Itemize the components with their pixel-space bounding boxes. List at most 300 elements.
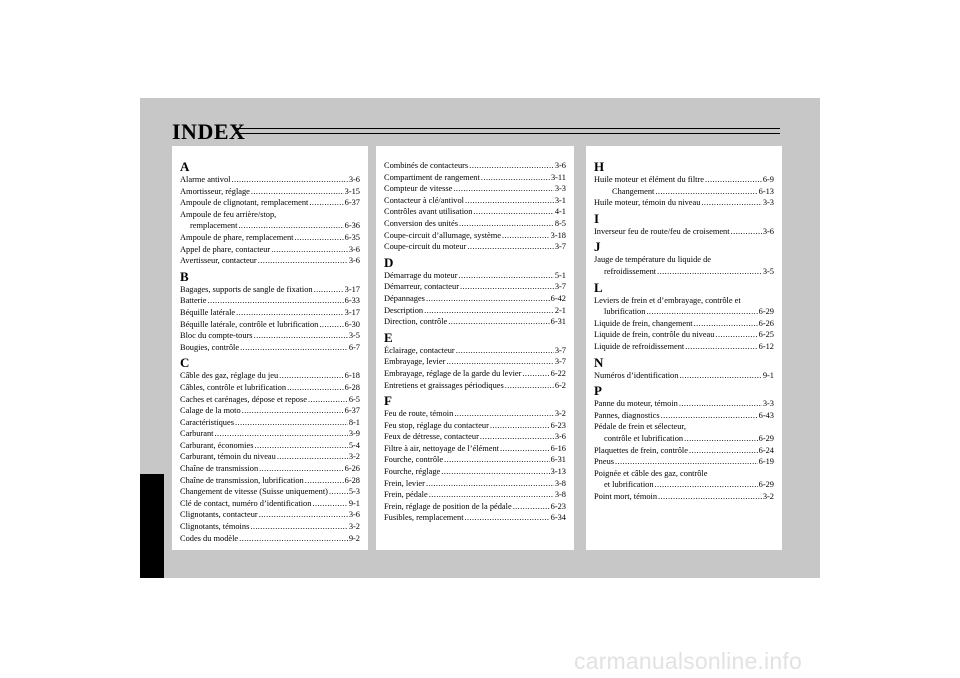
index-entry	[180, 244, 360, 256]
index-entry-page: 3-7	[554, 282, 566, 292]
index-entry-page: 4-1	[554, 207, 566, 217]
dot-leader	[522, 368, 549, 380]
index-entry-page: 3-6	[348, 256, 360, 266]
index-column-3	[586, 146, 782, 550]
index-entry-text: Ampoule de phare, remplacement	[180, 232, 294, 242]
index-entry-page: 3-6	[348, 175, 360, 184]
dot-leader	[309, 197, 343, 209]
index-entry-page: 3-6	[762, 226, 774, 236]
dot-leader	[467, 241, 553, 253]
index-entry	[384, 345, 566, 357]
index-entry	[180, 405, 360, 417]
index-entry	[384, 305, 566, 317]
index-entry	[180, 498, 360, 510]
index-letter-heading: N	[594, 354, 604, 370]
index-entry-text: Liquide de refroidissement	[594, 341, 685, 351]
dot-leader	[459, 218, 554, 230]
index-entry-text: Ampoule de clignotant, remplacement	[180, 198, 309, 208]
index-entry-page: 9-2	[348, 533, 360, 543]
dot-leader	[679, 398, 762, 410]
index-entry-page: 6-29	[758, 480, 774, 490]
dot-leader	[235, 417, 348, 429]
index-letter-heading: J	[594, 239, 601, 255]
index-entry-page: 6-5	[348, 394, 360, 404]
index-entry-text: Ampoule de feu arrière/stop,	[180, 209, 277, 219]
index-entry	[180, 521, 360, 533]
index-entry-text: Bloc du compte-tours	[180, 331, 253, 341]
index-letter-heading: D	[384, 254, 394, 270]
index-entry-text: Codes du modèle	[180, 533, 239, 543]
index-entry-page: 6-28	[344, 382, 360, 392]
index-entry-page: 6-26	[758, 318, 774, 328]
dot-leader	[657, 266, 762, 278]
index-entry-page: 3-9	[348, 429, 360, 439]
index-entry	[180, 295, 360, 307]
index-letter-heading: L	[594, 279, 603, 295]
index-entry-text: Clé de contact, numéro d’identification	[180, 498, 312, 508]
index-entry	[594, 370, 774, 382]
dot-leader	[426, 478, 554, 490]
index-entry-page: 5-1	[554, 270, 566, 280]
index-entry	[384, 466, 566, 478]
index-entry-page: 3-7	[554, 345, 566, 355]
dot-leader	[658, 491, 762, 503]
dot-leader	[502, 230, 550, 242]
dot-leader	[215, 428, 348, 440]
index-entry-page: 6-22	[550, 368, 566, 378]
index-entry-text: Huile moteur, témoin du niveau	[594, 198, 701, 208]
index-entry	[384, 218, 566, 230]
dot-leader	[238, 220, 343, 232]
index-entry-page: 8-1	[348, 417, 360, 427]
dot-leader	[287, 382, 344, 394]
index-entry-page: 6-28	[344, 475, 360, 485]
index-entry-page: 3-7	[554, 357, 566, 367]
index-entry-text: Combinés de contacteurs	[384, 161, 469, 170]
index-entry	[180, 486, 360, 498]
dot-leader	[454, 408, 554, 420]
index-entry-text: Chaîne de transmission	[180, 464, 259, 474]
dot-leader	[469, 160, 554, 172]
index-entry-text: Fourche, réglage	[384, 467, 441, 477]
index-entry-page: 8-5	[554, 218, 566, 228]
index-entry-page: 6-29	[758, 307, 774, 317]
index-entry-page: 6-30	[344, 319, 360, 329]
index-entry-text: Démarreur, contacteur	[384, 282, 459, 292]
index-entry	[594, 295, 774, 307]
index-entry-page: 6-23	[550, 501, 566, 511]
index-entry-page: 3-11	[550, 172, 566, 182]
index-entry-text: Inverseur feu de route/feu de croisement	[594, 226, 730, 236]
index-entry	[594, 174, 774, 186]
index-entry	[180, 382, 360, 394]
index-entry	[594, 421, 774, 433]
index-entry-text: et lubrification	[604, 480, 654, 490]
index-entry-page: 3-8	[554, 490, 566, 500]
index-entry-page: 3-18	[550, 230, 566, 240]
dot-leader	[314, 284, 344, 296]
index-letter-heading: F	[384, 393, 392, 409]
dot-leader	[236, 307, 344, 319]
index-entry-text: Coupe-circuit du moteur	[384, 242, 467, 252]
index-entry	[384, 160, 566, 172]
index-entry	[180, 417, 360, 429]
index-entry	[384, 195, 566, 207]
title-rule-top	[236, 128, 780, 129]
index-entry-text: Frein, levier	[384, 478, 425, 488]
index-entry-text: Alarme antivol	[180, 175, 231, 184]
dot-leader	[500, 443, 550, 455]
index-entry-text: Panne du moteur, témoin	[594, 399, 678, 409]
dot-leader	[694, 318, 758, 330]
dot-leader	[259, 463, 343, 475]
index-entry-text: Pannes, diagnostics	[594, 410, 660, 420]
dot-leader	[271, 244, 348, 256]
dot-leader	[242, 405, 344, 417]
index-entry-text: Carburant, témoin du niveau	[180, 452, 276, 462]
index-entry-text: Numéros d’identification	[594, 370, 679, 380]
index-entry	[384, 420, 566, 432]
index-entry-page: 6-19	[758, 457, 774, 467]
index-entry-page: 3-17	[344, 307, 360, 317]
index-entry-text: Béquille latérale, contrôle et lubrification	[180, 319, 319, 329]
dot-leader	[655, 186, 757, 198]
index-entry	[384, 356, 566, 368]
index-entry-text: Démarrage du moteur	[384, 270, 458, 280]
index-entry-text: Feux de détresse, contacteur	[384, 432, 479, 442]
index-entry-text: contrôle et lubrification	[604, 433, 684, 443]
index-letter-heading: C	[180, 355, 190, 371]
index-column-2	[376, 146, 574, 550]
index-entry	[594, 197, 774, 209]
index-entry-text: Description	[384, 305, 424, 315]
index-entry-page: 6-7	[348, 342, 360, 352]
index-entry-page: 6-26	[344, 464, 360, 474]
index-entry-text: Feu de route, témoin	[384, 409, 454, 419]
dot-leader	[239, 533, 348, 545]
dot-leader	[258, 255, 348, 267]
index-entry-text: Contacteur à clé/antivol	[384, 195, 464, 205]
dot-leader	[715, 329, 757, 341]
index-entry	[594, 433, 774, 445]
index-entry-page: 3-7	[554, 242, 566, 252]
index-entry	[384, 281, 566, 293]
index-entry-page: 9-1	[348, 498, 360, 508]
index-entry-text: Bougies, contrôle	[180, 342, 240, 352]
index-entry-page: 6-12	[758, 341, 774, 351]
dot-leader	[481, 172, 550, 184]
index-entry-page: 6-23	[550, 420, 566, 430]
index-entry-text: Jauge de température du liquide de	[594, 255, 711, 265]
index-entry-text: Coupe-circuit d’allumage, système	[384, 230, 501, 240]
dot-leader	[473, 206, 553, 218]
index-entry	[384, 172, 566, 184]
index-entry	[384, 241, 566, 253]
index-entry	[384, 380, 566, 392]
index-entry	[384, 316, 566, 328]
dot-leader	[446, 356, 553, 368]
index-entry-text: Poignée et câble des gaz, contrôle	[594, 468, 708, 478]
dot-leader	[231, 174, 347, 186]
index-entry	[180, 220, 360, 232]
dot-leader	[250, 521, 348, 533]
dot-leader	[679, 370, 761, 382]
index-entry-page: 3-3	[554, 184, 566, 194]
index-entry-text: Embrayage, réglage de la garde du levier	[384, 368, 522, 378]
index-entry	[180, 186, 360, 198]
dot-leader	[490, 420, 550, 432]
index-entry-text: Fourche, contrôle	[384, 455, 444, 465]
dot-leader	[329, 486, 348, 498]
index-entry-page: 3-5	[348, 331, 360, 341]
dot-leader	[689, 445, 758, 457]
index-entry-text: Dépannages	[384, 293, 425, 303]
index-entry	[384, 454, 566, 466]
index-entry	[384, 270, 566, 282]
index-entry	[180, 475, 360, 487]
index-entry	[384, 408, 566, 420]
index-entry	[180, 440, 360, 452]
index-entry-text: Carburant	[180, 429, 214, 439]
index-entry	[594, 398, 774, 410]
index-entry-text: Huile moteur et élément du filtre	[594, 175, 704, 184]
dot-leader	[685, 341, 757, 353]
index-entry-text: Appel de phare, contacteur	[180, 244, 271, 254]
index-entry	[594, 445, 774, 457]
dot-leader	[505, 380, 554, 392]
index-entry	[384, 183, 566, 195]
index-entry-text: Changement	[612, 186, 655, 196]
index-entry	[180, 428, 360, 440]
index-entry-text: Embrayage, levier	[384, 357, 446, 367]
section-tab-marker	[140, 474, 164, 578]
dot-leader	[208, 295, 344, 307]
index-entry-text: Câbles, contrôle et lubrification	[180, 382, 287, 392]
dot-leader	[424, 305, 554, 317]
index-entry	[594, 254, 774, 266]
index-letter-heading: A	[180, 159, 190, 174]
dot-leader	[254, 330, 348, 342]
dot-leader	[429, 489, 554, 501]
dot-leader	[277, 451, 348, 463]
index-entry	[180, 319, 360, 331]
dot-leader	[279, 370, 344, 382]
index-entry-page: 6-35	[344, 232, 360, 242]
index-entry-text: Liquide de frein, changement	[594, 318, 693, 328]
index-entry-page: 6-36	[344, 221, 360, 231]
dot-leader	[312, 498, 347, 510]
index-entry	[594, 410, 774, 422]
index-entry-text: Filtre à air, nettoyage de l’élément	[384, 443, 500, 453]
index-entry-text: Direction, contrôle	[384, 317, 448, 327]
index-entry	[594, 491, 774, 503]
index-entry-text: Plaquettes de frein, contrôle	[594, 445, 688, 455]
index-entry	[384, 230, 566, 242]
index-entry-text: Carburant, économies	[180, 440, 254, 450]
index-entry	[180, 284, 360, 296]
index-entry	[180, 394, 360, 406]
index-entry	[180, 463, 360, 475]
index-entry-text: Pédale de frein et sélecteur,	[594, 422, 686, 432]
index-entry-text: Changement de vitesse (Suisse uniquement)	[180, 487, 328, 497]
index-entry	[384, 512, 566, 524]
index-entry	[384, 206, 566, 218]
index-entry-text: Amortisseur, réglage	[180, 186, 250, 196]
index-entry	[180, 330, 360, 342]
title-rule-bottom	[236, 133, 780, 134]
index-letter-heading: I	[594, 210, 600, 226]
index-entry-page: 6-31	[550, 317, 566, 327]
index-entry	[594, 266, 774, 278]
index-entry-page: 5-3	[348, 487, 360, 497]
dot-leader	[456, 345, 554, 357]
index-entry-text: Éclairage, contacteur	[384, 345, 455, 355]
index-entry	[384, 431, 566, 443]
dot-leader	[308, 394, 348, 406]
dot-leader	[465, 512, 550, 524]
index-entry	[384, 478, 566, 490]
dot-leader	[255, 440, 348, 452]
dot-leader	[684, 433, 758, 445]
index-entry-text: lubrification	[604, 307, 646, 317]
dot-leader	[458, 270, 553, 282]
index-entry-text: Leviers de frein et d’embrayage, contrôle et	[594, 295, 741, 305]
index-entry	[384, 368, 566, 380]
dot-leader	[448, 316, 549, 328]
index-entry-text: Chaîne de transmission, lubrification	[180, 475, 304, 485]
index-entry-text: Avertisseur, contacteur	[180, 256, 257, 266]
index-entry-page: 6-16	[550, 443, 566, 453]
dot-leader	[426, 293, 550, 305]
index-entry	[594, 329, 774, 341]
index-entry	[180, 533, 360, 545]
dot-leader	[441, 466, 549, 478]
index-entry	[180, 451, 360, 463]
index-entry-text: Contrôles avant utilisation	[384, 207, 473, 217]
index-entry-page: 6-42	[550, 293, 566, 303]
index-entry-page: 6-13	[758, 186, 774, 196]
index-entry-text: refroidissement	[604, 266, 657, 276]
index-entry-page: 3-13	[550, 467, 566, 477]
dot-leader	[453, 183, 553, 195]
index-letter-heading: H	[594, 159, 605, 174]
dot-leader	[294, 232, 343, 244]
index-entry-page: 3-2	[762, 491, 774, 501]
index-entry-text: Frein, pédale	[384, 490, 428, 500]
index-entry-page: 3-6	[348, 244, 360, 254]
index-entry-page: 3-3	[762, 198, 774, 208]
index-entry-page: 3-1	[554, 195, 566, 205]
index-entry-page: 6-9	[762, 175, 774, 184]
index-entry-page: 6-37	[344, 198, 360, 208]
index-entry-page: 5-4	[348, 440, 360, 450]
dot-leader	[460, 281, 554, 293]
index-entry-text: Entretiens et graissages périodiques	[384, 380, 504, 390]
index-entry-text: Frein, réglage de position de la pédale	[384, 501, 512, 511]
index-entry	[594, 226, 774, 238]
index-title: INDEX	[172, 119, 246, 144]
dot-leader	[615, 456, 758, 468]
index-entry-text: Compartiment de rangement	[384, 172, 480, 182]
index-entry	[180, 342, 360, 354]
index-entry-page: 6-31	[550, 455, 566, 465]
index-entry-text: Conversion des unités	[384, 218, 458, 228]
dot-leader	[701, 197, 761, 209]
index-entry-page: 6-37	[344, 406, 360, 416]
index-entry-page: 3-6	[554, 432, 566, 442]
index-entry	[180, 174, 360, 186]
index-entry-text: Câble des gaz, réglage du jeu	[180, 371, 279, 381]
index-entry-text: Bagages, supports de sangle de fixation	[180, 284, 313, 294]
watermark-text: carmanualsonline.info	[574, 648, 802, 674]
index-letter-heading: E	[384, 329, 393, 345]
index-entry-page: 3-3	[762, 399, 774, 409]
index-entry-text: Liquide de frein, contrôle du niveau	[594, 330, 715, 340]
index-entry-page: 6-33	[344, 296, 360, 306]
index-entry	[180, 209, 360, 221]
index-entry	[594, 456, 774, 468]
index-entry	[180, 307, 360, 319]
index-entry-page: 6-34	[550, 513, 566, 523]
index-entry-page: 3-6	[348, 510, 360, 520]
index-letter-heading: P	[594, 383, 602, 399]
index-entry	[594, 306, 774, 318]
index-entry	[594, 479, 774, 491]
index-entry	[180, 255, 360, 267]
index-entry-page: 6-18	[344, 371, 360, 381]
index-entry	[384, 293, 566, 305]
index-entry-page: 3-8	[554, 478, 566, 488]
index-entry-text: Feu stop, réglage du contacteur	[384, 420, 489, 430]
index-entry-page: 3-17	[344, 284, 360, 294]
index-entry	[594, 468, 774, 480]
index-entry	[594, 318, 774, 330]
dot-leader	[240, 342, 348, 354]
index-entry	[594, 186, 774, 198]
index-entry	[180, 232, 360, 244]
index-entry	[594, 341, 774, 353]
index-entry-text: Calage de la moto	[180, 406, 241, 416]
index-entry-page: 2-1	[554, 305, 566, 315]
index-entry-page: 3-5	[762, 266, 774, 276]
index-entry-text: Béquille latérale	[180, 307, 236, 317]
dot-leader	[480, 431, 554, 443]
index-entry-text: Point mort, témoin	[594, 491, 658, 501]
index-entry-page: 3-15	[344, 186, 360, 196]
dot-leader	[259, 509, 348, 521]
index-entry-text: Pneus	[594, 457, 615, 467]
index-entry-text: Clignotants, témoins	[180, 522, 250, 532]
dot-leader	[731, 226, 762, 238]
dot-leader	[444, 454, 550, 466]
index-entry-text: Caractéristiques	[180, 417, 234, 427]
index-letter-heading: B	[180, 268, 189, 284]
dot-leader	[465, 195, 554, 207]
dot-leader	[251, 186, 344, 198]
index-entry-text: Compteur de vitesse	[384, 184, 453, 194]
index-entry-page: 6-25	[758, 330, 774, 340]
index-entry-page: 9-1	[762, 370, 774, 380]
index-entry-page: 6-29	[758, 433, 774, 443]
dot-leader	[305, 475, 344, 487]
index-entry-page: 3-6	[554, 161, 566, 170]
dot-leader	[655, 479, 758, 491]
index-entry-text: remplacement	[190, 221, 238, 231]
index-entry-text: Clignotants, contacteur	[180, 510, 258, 520]
index-entry-page: 6-43	[758, 410, 774, 420]
index-entry-page: 3-2	[348, 452, 360, 462]
index-entry	[180, 509, 360, 521]
